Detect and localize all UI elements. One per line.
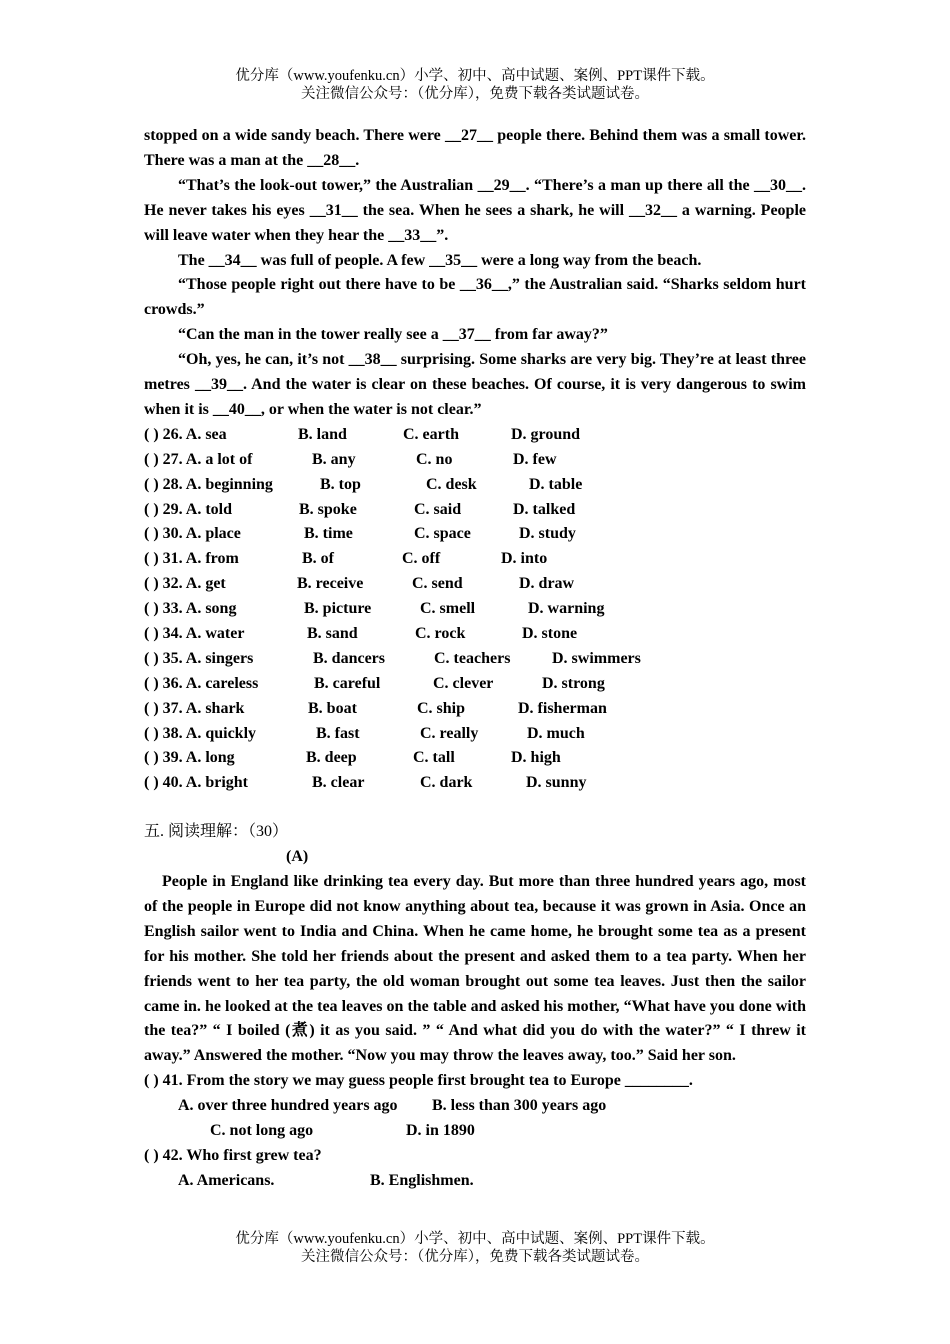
passage-paragraph: The __34__ was full of people. A few __35__ were a long way from the beach. (178, 251, 702, 269)
question-row: ( ) 30. A. place B. time C. space D. study (144, 525, 576, 543)
question-row: ( ) 28. A. beginning B. top C. desk D. table (144, 475, 583, 493)
question-row: ( ) 32. A. get B. receive C. send D. draw (144, 575, 575, 593)
question-row: ( ) 36. A. careless B. careful C. clever D. strong (144, 674, 605, 692)
cloze-question-list (144, 423, 806, 796)
passage-paragraph: “That’s the look-out tower,” the Australian __29__. “There’s a man up there all the __30__. He never takes his eyes __31__ the sea. When he sees a shark, he will __32__ a warning. People will leave water when they hear the __33__”. (144, 176, 806, 244)
question-row: ( ) 39. A. long B. deep C. tall D. high (144, 749, 561, 767)
question-row: ( ) 35. A. singers B. dancers C. teachers D. swimmers (144, 649, 641, 667)
question-row: ( ) 31. A. from B. of C. off D. into (144, 550, 548, 568)
question-row: ( ) 40. A. bright B. clear C. dark D. sunny (144, 774, 587, 792)
footer-line-1: 优分库（www.youfenku.cn）小学、初中、高中试题、案例、PPT课件下载。 (235, 1231, 715, 1247)
section-title: 五. 阅读理解：（30） (144, 823, 289, 841)
passage-paragraph: “Can the man in the tower really see a __37__ from far away?” (178, 326, 608, 344)
question-row: ( ) 34. A. water B. sand C. rock D. stone (144, 625, 578, 642)
question-41-options: A. over three hundred years ago B. less than 300 years ago (178, 1097, 607, 1115)
question-41-options: C. not long ago D. in 1890 (210, 1122, 475, 1140)
question-row: ( ) 26. A. sea B. land C. earth D. ground (144, 425, 581, 443)
question-row: ( ) 27. A. a lot of B. any C. no D. few (144, 450, 557, 468)
question-row: ( ) 38. A. quickly B. fast C. really D. much (144, 724, 585, 742)
passage-paragraph: “Those people right out there have to be __36__,” the Australian said. “Sharks seldom hurt crowds.” (144, 276, 806, 319)
passage-paragraph: “Oh, yes, he can, it’s not __38__ surprising. Some sharks are very big. They’re at least three metres __39__. And the water is clear on these beaches. Of course, it is very dangerous to swim when it is __40__, or when the water is not clear.” (144, 351, 806, 418)
question-row: ( ) 37. A. shark B. boat C. ship D. fisherman (144, 699, 607, 717)
question-42: ( ) 42. Who first grew tea? (144, 1146, 322, 1164)
header-line-2: 关注微信公众号：（优分库），免费下载各类试题试卷。 (301, 86, 649, 102)
question-row: ( ) 29. A. told B. spoke C. said D. talked (144, 500, 576, 518)
header-line-1: 优分库（www.youfenku.cn）小学、初中、高中试题、案例、PPT课件下载。 (235, 68, 715, 84)
passage-subtitle: (A) (286, 848, 309, 866)
footer-line-2: 关注微信公众号：（优分库），免费下载各类试题试卷。 (301, 1249, 649, 1265)
question-row: ( ) 33. A. song B. picture C. smell D. warning (144, 600, 605, 618)
question-41: ( ) 41. From the story we may guess people first brought tea to Europe ________. (144, 1072, 693, 1090)
page-footer (0, 1230, 950, 1266)
document-body (144, 124, 806, 1194)
question-42-options: A. Americans. B. Englishmen. (178, 1171, 474, 1189)
reading-passage: People in England like drinking tea every day. But more than three hundred years ago, most of the people in Europe did not know anything about tea, because it was grown in Asia. Once an English sailor went to India and China. When he came home, he brought some tea as a present for his mother. She told her friends about the present and asked them to a tea party. When her friends went to her tea party, the old woman brought out some tea leaves. Just then the sailor came in. he looked at the tea leaves on the table and asked his mother, “What have you done with the tea?” “ I boiled (煮) it as you said. ” “ And what did you do with the water?” “ I threw it away.” Answered the mother. “Now you may throw the leaves away, too.” Said her son. (144, 873, 806, 1065)
passage-paragraph: stopped on a wide sandy beach. There were __27__ people there. Behind them was a small tower. There was a man at the __28__. (144, 127, 806, 169)
page-header (0, 67, 950, 103)
